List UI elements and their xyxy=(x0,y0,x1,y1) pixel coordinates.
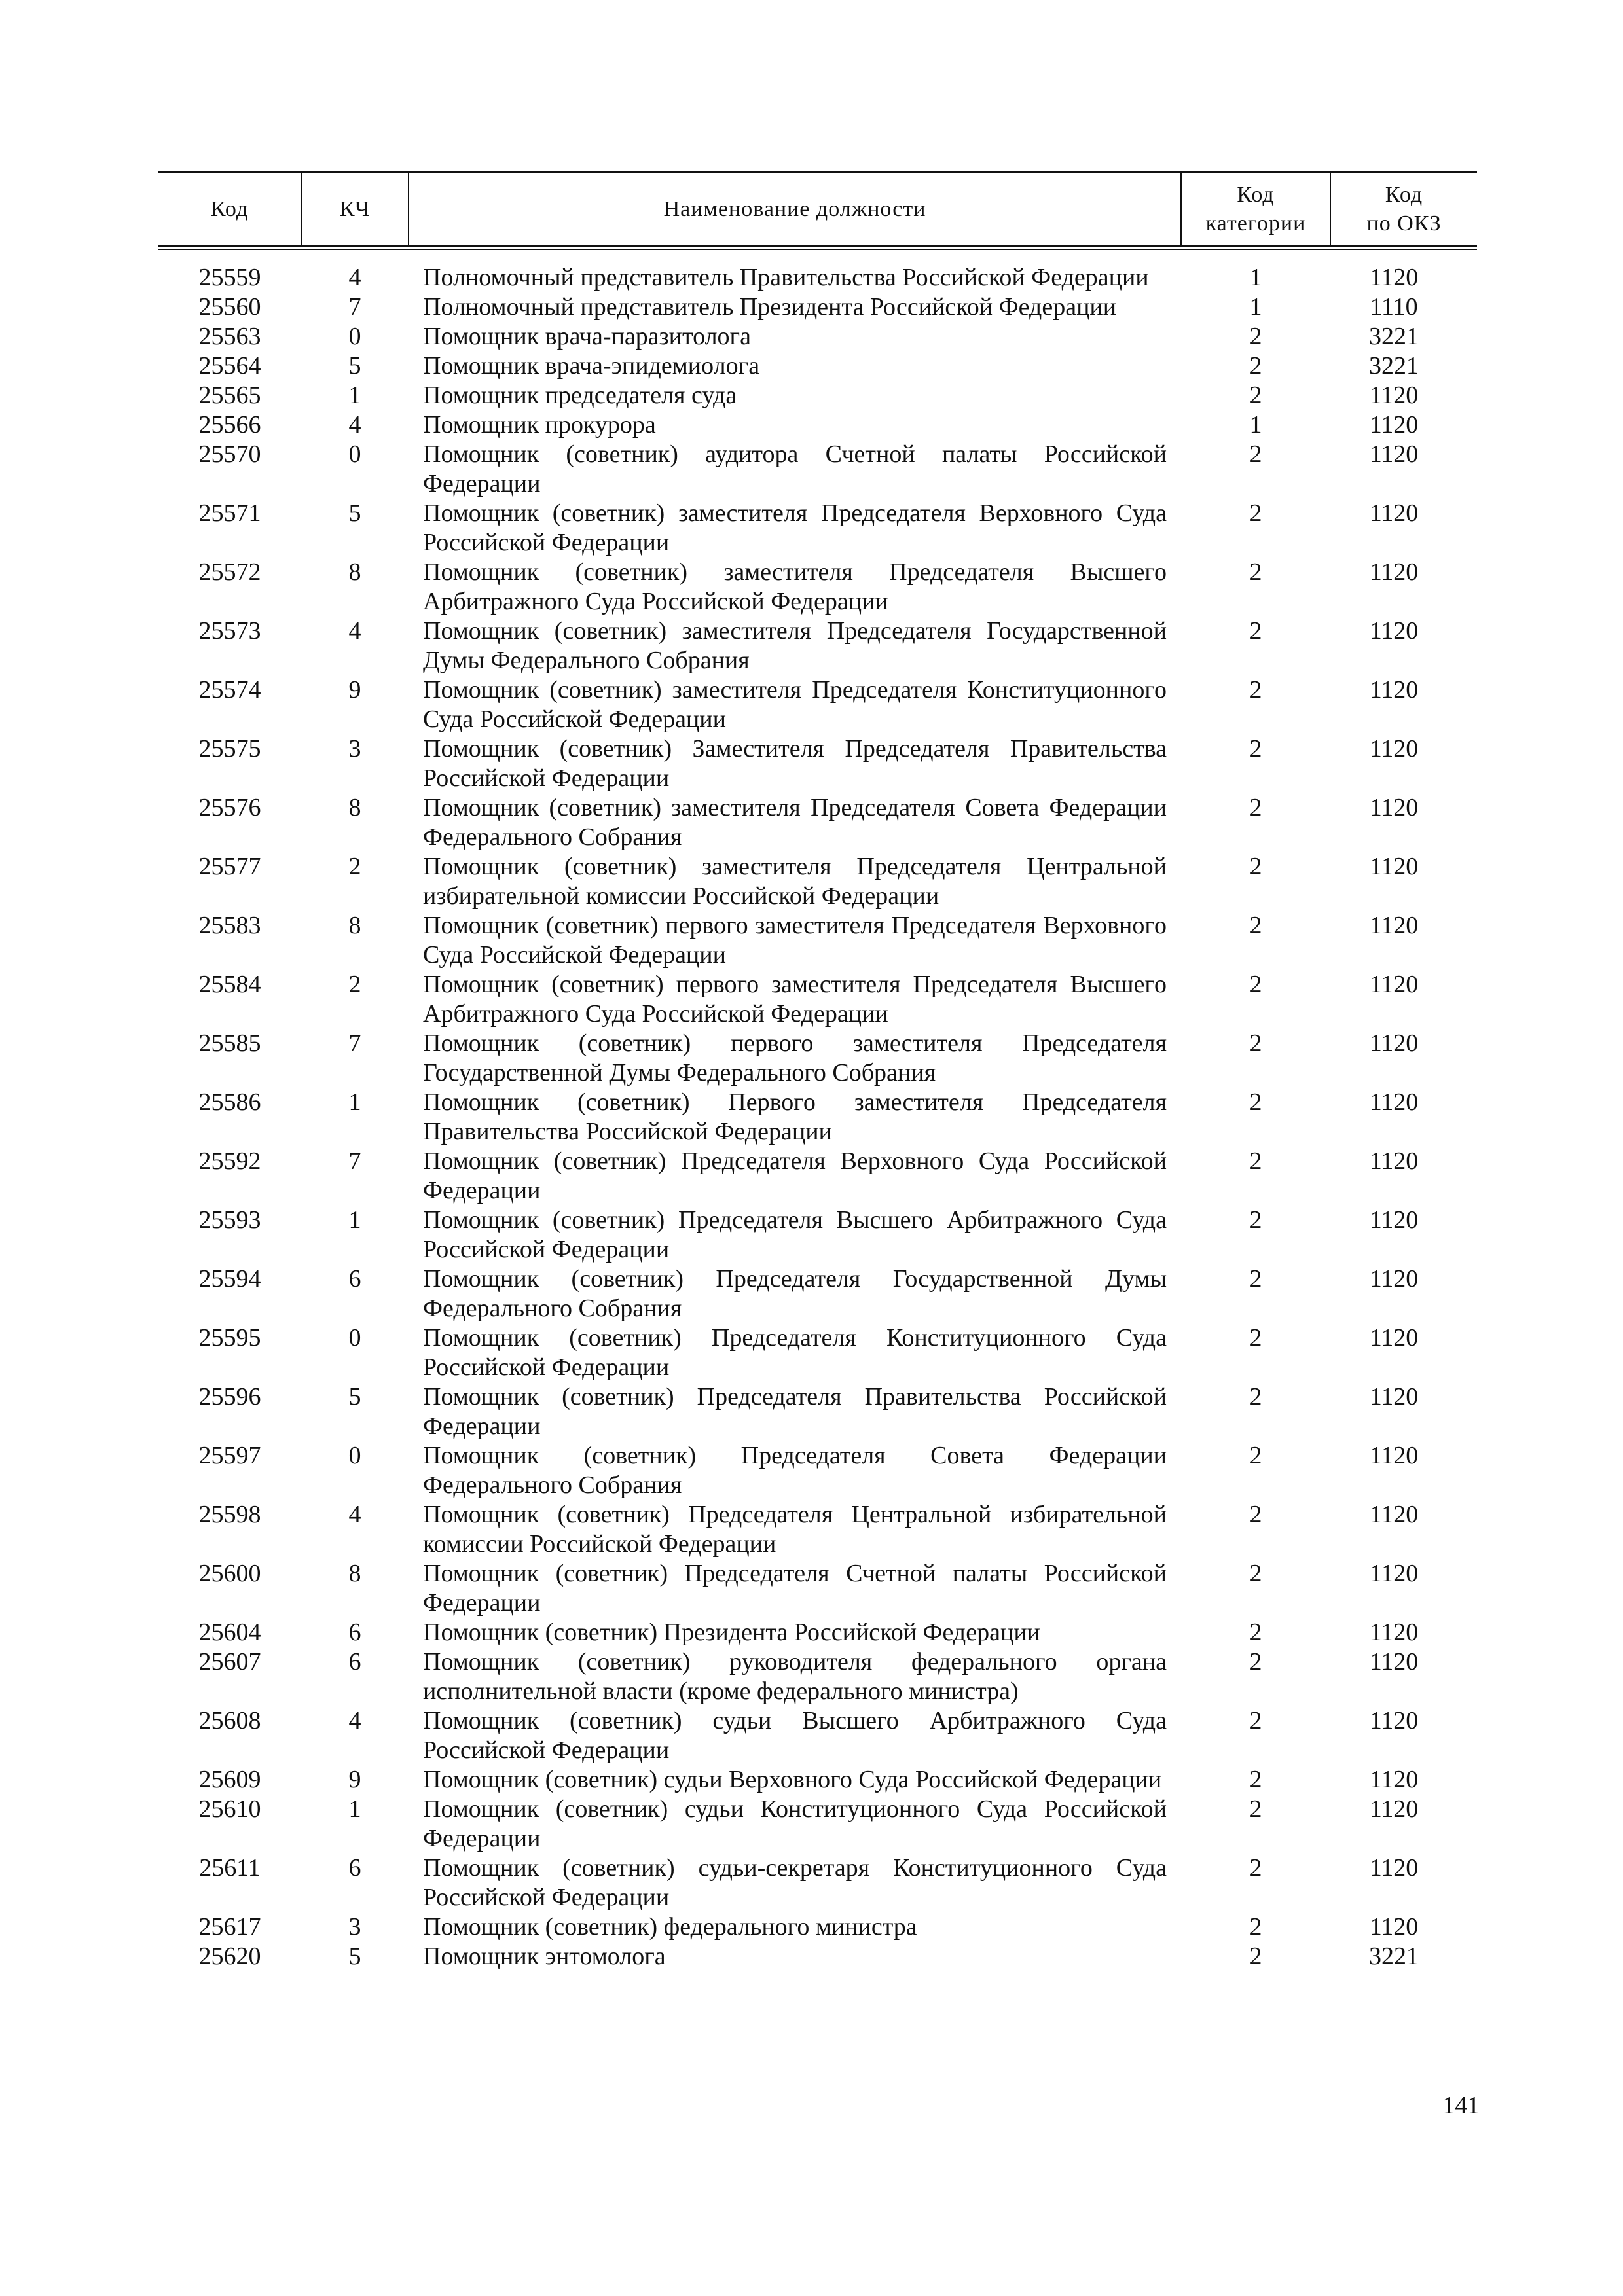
table-row xyxy=(158,1500,1477,1559)
row-name: Помощник (советник) аудитора Счетной палаты Российской Федерации xyxy=(423,440,1167,497)
row-okz: 1120 xyxy=(1369,1707,1419,1734)
row-category: 2 xyxy=(1249,617,1262,645)
row-okz: 1120 xyxy=(1369,1795,1419,1823)
row-okz: 1120 xyxy=(1369,912,1419,939)
row-name: Помощник (советник) заместителя Председателя Конституционного Суда Российской Федерации xyxy=(423,676,1167,733)
table-row xyxy=(158,1559,1477,1618)
row-okz: 1120 xyxy=(1369,440,1419,468)
row-category: 2 xyxy=(1249,1619,1262,1646)
table-row xyxy=(158,675,1477,734)
row-code: 25600 xyxy=(198,1560,261,1587)
table-row xyxy=(158,1795,1477,1854)
row-name: Полномочный представитель Правительства Российской Федерации xyxy=(423,264,1149,291)
table-header xyxy=(158,173,1477,248)
row-kch: 6 xyxy=(348,1854,361,1882)
header-category-line1: Код xyxy=(1237,183,1275,207)
row-kch: 1 xyxy=(348,382,361,409)
row-name: Помощник (советник) Председателя Верховного Суда Российской Федерации xyxy=(423,1147,1167,1204)
row-okz: 1120 xyxy=(1369,676,1419,704)
row-kch: 0 xyxy=(348,1324,361,1352)
row-kch: 3 xyxy=(348,1913,361,1941)
row-kch: 7 xyxy=(348,1030,361,1057)
document-page xyxy=(158,171,1477,1971)
row-kch: 2 xyxy=(348,971,361,998)
row-code: 25610 xyxy=(198,1795,261,1823)
row-category: 2 xyxy=(1249,352,1262,380)
row-kch: 5 xyxy=(348,352,361,380)
table-row xyxy=(158,1647,1477,1706)
row-name: Помощник (советник) судьи-секретаря Конституционного Суда Российской Федерации xyxy=(423,1854,1167,1911)
row-okz: 1120 xyxy=(1369,1560,1419,1587)
table-row xyxy=(158,1206,1477,1265)
row-name: Помощник (советник) Председателя Совета Федерации Федерального Собрания xyxy=(423,1442,1167,1499)
table-row xyxy=(158,1029,1477,1088)
row-category: 2 xyxy=(1249,1265,1262,1293)
row-name: Помощник (советник) Председателя Правительства Российской Федерации xyxy=(423,1383,1167,1440)
row-kch: 0 xyxy=(348,1442,361,1469)
row-okz: 1120 xyxy=(1369,1088,1419,1116)
row-name: Помощник (советник) первого заместителя Председателя Высшего Арбитражного Суда Российской Федерации xyxy=(423,971,1167,1028)
row-name: Помощник (советник) Заместителя Председателя Правительства Российской Федерации xyxy=(423,735,1167,792)
row-category: 2 xyxy=(1249,1206,1262,1234)
row-okz: 1120 xyxy=(1369,1265,1419,1293)
row-name: Помощник (советник) судьи Конституционного Суда Российской Федерации xyxy=(423,1795,1167,1852)
row-category: 2 xyxy=(1249,558,1262,586)
row-okz: 1120 xyxy=(1369,411,1419,439)
row-category: 2 xyxy=(1249,971,1262,998)
table-row xyxy=(158,1854,1477,1912)
row-category: 2 xyxy=(1249,1383,1262,1410)
row-category: 2 xyxy=(1249,1147,1262,1175)
row-name: Помощник (советник) заместителя Председателя Верховного Суда Российской Федерации xyxy=(423,499,1167,556)
table-row xyxy=(158,1323,1477,1382)
row-kch: 4 xyxy=(348,1707,361,1734)
row-okz: 1120 xyxy=(1369,735,1419,762)
row-code: 25560 xyxy=(198,293,261,321)
row-okz: 3221 xyxy=(1369,352,1419,380)
row-code: 25563 xyxy=(198,323,261,350)
row-name: Помощник врача-паразитолога xyxy=(423,323,752,350)
row-code: 25583 xyxy=(198,912,261,939)
row-category: 2 xyxy=(1249,735,1262,762)
row-name: Помощник (советник) Председателя Государственной Думы Федерального Собрания xyxy=(423,1265,1167,1322)
row-category: 2 xyxy=(1249,1501,1262,1528)
table-row xyxy=(158,1765,1477,1795)
table-row xyxy=(158,970,1477,1029)
row-kch: 8 xyxy=(348,794,361,821)
table-body xyxy=(158,248,1477,1972)
row-okz: 1120 xyxy=(1369,971,1419,998)
row-okz: 1120 xyxy=(1369,1206,1419,1234)
row-category: 2 xyxy=(1249,1707,1262,1734)
row-category: 2 xyxy=(1249,853,1262,880)
row-code: 25576 xyxy=(198,794,261,821)
row-code: 25609 xyxy=(198,1766,261,1793)
row-code: 25574 xyxy=(198,676,261,704)
row-kch: 6 xyxy=(348,1648,361,1676)
row-category: 2 xyxy=(1249,1766,1262,1793)
row-name: Помощник (советник) Президента Российской Федерации xyxy=(423,1619,1040,1646)
row-code: 25565 xyxy=(198,382,261,409)
table-row xyxy=(158,1265,1477,1323)
header-category-line2: категории xyxy=(1205,211,1306,236)
table-row xyxy=(158,381,1477,410)
row-code: 25611 xyxy=(199,1854,261,1882)
row-kch: 6 xyxy=(348,1619,361,1646)
table-row xyxy=(158,558,1477,617)
table-row xyxy=(158,1912,1477,1942)
row-category: 2 xyxy=(1249,1324,1262,1352)
row-okz: 1120 xyxy=(1369,1501,1419,1528)
row-okz: 1120 xyxy=(1369,1324,1419,1352)
row-name: Помощник (советник) первого заместителя Председателя Верховного Суда Российской Федерации xyxy=(423,912,1167,969)
table-row xyxy=(158,293,1477,322)
row-kch: 8 xyxy=(348,912,361,939)
row-kch: 2 xyxy=(348,853,361,880)
row-category: 2 xyxy=(1249,912,1262,939)
row-okz: 1120 xyxy=(1369,1619,1419,1646)
row-category: 2 xyxy=(1249,1913,1262,1941)
row-code: 25575 xyxy=(198,735,261,762)
row-name: Помощник (советник) заместителя Председателя Центральной избирательной комиссии Российской Федерации xyxy=(423,853,1167,910)
row-code: 25594 xyxy=(198,1265,261,1293)
row-code: 25566 xyxy=(198,411,261,439)
row-kch: 8 xyxy=(348,1560,361,1587)
table-row xyxy=(158,1441,1477,1500)
row-code: 25620 xyxy=(198,1943,261,1970)
table-row xyxy=(158,911,1477,970)
header-okz-line1: Код xyxy=(1385,183,1423,207)
row-kch: 1 xyxy=(348,1206,361,1234)
table-row xyxy=(158,351,1477,381)
header-name: Наименование должности xyxy=(409,173,1181,248)
row-name: Помощник (советник) Председателя Счетной палаты Российской Федерации xyxy=(423,1560,1167,1617)
table-row xyxy=(158,499,1477,558)
row-code: 25571 xyxy=(198,499,261,527)
row-okz: 1120 xyxy=(1369,1766,1419,1793)
row-name: Помощник (советник) заместителя Председателя Высшего Арбитражного Суда Российской Федерации xyxy=(423,558,1167,615)
table-row xyxy=(158,734,1477,793)
row-code: 25608 xyxy=(198,1707,261,1734)
table-row xyxy=(158,440,1477,499)
row-kch: 4 xyxy=(348,264,361,291)
row-okz: 1120 xyxy=(1369,499,1419,527)
row-name: Помощник прокурора xyxy=(423,411,656,439)
row-code: 25617 xyxy=(198,1913,261,1941)
row-name: Помощник (советник) Председателя Конституционного Суда Российской Федерации xyxy=(423,1324,1167,1381)
row-kch: 1 xyxy=(348,1088,361,1116)
row-name: Помощник председателя суда xyxy=(423,382,737,409)
row-code: 25564 xyxy=(198,352,261,380)
row-name: Помощник (советник) федерального министра xyxy=(423,1913,917,1941)
row-code: 25585 xyxy=(198,1030,261,1057)
row-okz: 3221 xyxy=(1369,323,1419,350)
table-row xyxy=(158,322,1477,351)
row-name: Помощник энтомолога xyxy=(423,1943,666,1970)
table-row xyxy=(158,1942,1477,1971)
row-category: 2 xyxy=(1249,794,1262,821)
row-kch: 7 xyxy=(348,1147,361,1175)
row-name: Помощник (советник) судьи Верховного Суда Российской Федерации xyxy=(423,1766,1162,1793)
table-row xyxy=(158,1382,1477,1441)
table-row xyxy=(158,1706,1477,1765)
row-category: 1 xyxy=(1249,293,1262,321)
row-okz: 1120 xyxy=(1369,1854,1419,1882)
table-row xyxy=(158,263,1477,293)
row-code: 25604 xyxy=(198,1619,261,1646)
row-code: 25592 xyxy=(198,1147,261,1175)
row-kch: 4 xyxy=(348,617,361,645)
row-kch: 5 xyxy=(348,1383,361,1410)
row-name: Полномочный представитель Президента Российской Федерации xyxy=(423,293,1117,321)
row-code: 25572 xyxy=(198,558,261,586)
row-kch: 8 xyxy=(348,558,361,586)
row-kch: 0 xyxy=(348,440,361,468)
table-row xyxy=(158,793,1477,852)
row-category: 2 xyxy=(1249,1943,1262,1970)
row-okz: 1120 xyxy=(1369,264,1419,291)
row-code: 25586 xyxy=(198,1088,261,1116)
header-okz xyxy=(1330,173,1477,248)
row-name: Помощник (советник) Первого заместителя Председателя Правительства Российской Федерации xyxy=(423,1088,1167,1145)
row-category: 1 xyxy=(1249,411,1262,439)
table-row xyxy=(158,1618,1477,1647)
row-category: 2 xyxy=(1249,1030,1262,1057)
row-kch: 1 xyxy=(348,1795,361,1823)
table-row xyxy=(158,852,1477,911)
row-kch: 0 xyxy=(348,323,361,350)
row-okz: 1120 xyxy=(1369,617,1419,645)
row-okz: 1120 xyxy=(1369,853,1419,880)
positions-table xyxy=(158,171,1477,1971)
row-name: Помощник (советник) Председателя Высшего Арбитражного Суда Российской Федерации xyxy=(423,1206,1167,1263)
row-code: 25593 xyxy=(198,1206,261,1234)
row-category: 2 xyxy=(1249,1648,1262,1676)
table-row xyxy=(158,410,1477,440)
table-row xyxy=(158,1147,1477,1206)
row-okz: 1120 xyxy=(1369,1913,1419,1941)
row-category: 2 xyxy=(1249,382,1262,409)
row-code: 25596 xyxy=(198,1383,261,1410)
row-okz: 1120 xyxy=(1369,1648,1419,1676)
row-category: 2 xyxy=(1249,1795,1262,1823)
row-code: 25577 xyxy=(198,853,261,880)
row-okz: 1120 xyxy=(1369,1442,1419,1469)
row-code: 25595 xyxy=(198,1324,261,1352)
row-code: 25584 xyxy=(198,971,261,998)
row-category: 2 xyxy=(1249,676,1262,704)
row-name: Помощник врача-эпидемиолога xyxy=(423,352,760,380)
row-category: 2 xyxy=(1249,1560,1262,1587)
row-okz: 1120 xyxy=(1369,382,1419,409)
page-number: 141 xyxy=(1442,2092,1480,2119)
row-okz: 1120 xyxy=(1369,1383,1419,1410)
header-kch: КЧ xyxy=(301,173,409,248)
row-category: 2 xyxy=(1249,1088,1262,1116)
row-name: Помощник (советник) судьи Высшего Арбитражного Суда Российской Федерации xyxy=(423,1707,1167,1764)
row-kch: 9 xyxy=(348,676,361,704)
row-name: Помощник (советник) первого заместителя Председателя Государственной Думы Федерального Собрания xyxy=(423,1030,1167,1086)
row-kch: 3 xyxy=(348,735,361,762)
row-code: 25607 xyxy=(198,1648,261,1676)
row-code: 25598 xyxy=(198,1501,261,1528)
row-code: 25559 xyxy=(198,264,261,291)
row-okz: 1120 xyxy=(1369,1030,1419,1057)
row-kch: 6 xyxy=(348,1265,361,1293)
row-okz: 1120 xyxy=(1369,1147,1419,1175)
header-code: Код xyxy=(158,173,301,248)
row-okz: 1120 xyxy=(1369,794,1419,821)
row-code: 25573 xyxy=(198,617,261,645)
table-row xyxy=(158,617,1477,675)
row-kch: 7 xyxy=(348,293,361,321)
row-okz: 1120 xyxy=(1369,558,1419,586)
table-row xyxy=(158,1088,1477,1147)
row-category: 1 xyxy=(1249,264,1262,291)
row-code: 25570 xyxy=(198,440,261,468)
row-category: 2 xyxy=(1249,323,1262,350)
row-kch: 9 xyxy=(348,1766,361,1793)
row-name: Помощник (советник) руководителя федерального органа исполнительной власти (кроме федерального министра) xyxy=(423,1648,1167,1705)
header-okz-line2: по ОКЗ xyxy=(1366,211,1442,236)
row-category: 2 xyxy=(1249,1854,1262,1882)
row-name: Помощник (советник) заместителя Председателя Государственной Думы Федерального Собрания xyxy=(423,617,1167,674)
row-kch: 5 xyxy=(348,499,361,527)
row-name: Помощник (советник) Председателя Центральной избирательной комиссии Российской Федерации xyxy=(423,1501,1167,1558)
row-kch: 4 xyxy=(348,1501,361,1528)
row-kch: 5 xyxy=(348,1943,361,1970)
row-category: 2 xyxy=(1249,1442,1262,1469)
row-category: 2 xyxy=(1249,499,1262,527)
row-okz: 3221 xyxy=(1369,1943,1419,1970)
row-kch: 4 xyxy=(348,411,361,439)
row-name: Помощник (советник) заместителя Председателя Совета Федерации Федерального Собрания xyxy=(423,794,1167,851)
row-okz: 1110 xyxy=(1370,293,1418,321)
row-code: 25597 xyxy=(198,1442,261,1469)
row-category: 2 xyxy=(1249,440,1262,468)
header-category xyxy=(1181,173,1330,248)
